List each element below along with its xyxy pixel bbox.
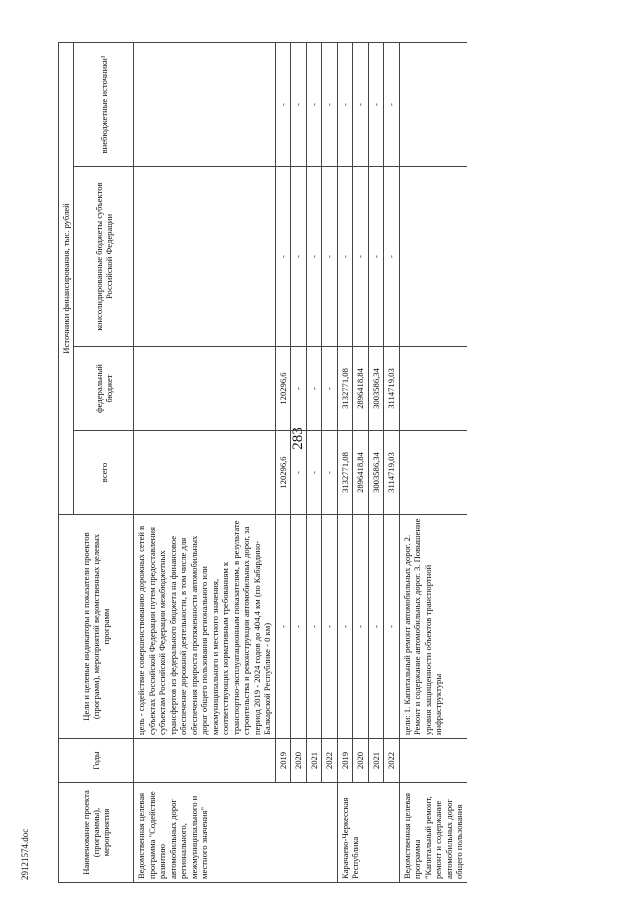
total-cell: 2896418,84 [353, 431, 368, 515]
year-cell: 2021 [368, 739, 383, 783]
table-row [384, 42, 399, 882]
indicator-cell: - [384, 515, 399, 739]
federal-cell: 3003586,34 [368, 347, 383, 431]
year-cell: 2022 [384, 739, 399, 783]
year-cell: 2020 [291, 739, 306, 783]
header-years: Годы [59, 739, 134, 783]
regional-cell: - [368, 167, 383, 347]
federal-cell: 3132771,08 [337, 347, 352, 431]
rotated-page [58, 43, 628, 883]
program-name: Ведомственная целевая программа "Капитальный ремонт, ремонт и содержание автомобильных дорог общего пользования [399, 783, 466, 883]
header-total: всего [74, 431, 134, 515]
header-federal: федеральный бюджет [74, 347, 134, 431]
year-cell: 2019 [337, 739, 352, 783]
header-sources: Источники финансирования, тыс. рублей [59, 42, 74, 514]
table-row [291, 42, 306, 882]
regional-cell: - [353, 167, 368, 347]
federal-cell: - [291, 347, 306, 431]
total-cell: 3003586,34 [368, 431, 383, 515]
total-cell: - [306, 431, 321, 515]
page-number: 283 [289, 427, 306, 450]
table-row [368, 42, 383, 882]
regional-cell: - [291, 167, 306, 347]
indicator-cell: - [291, 515, 306, 739]
year-cell: 2020 [353, 739, 368, 783]
federal-cell: 3114719,03 [384, 347, 399, 431]
offbudget-cell: - [322, 42, 337, 166]
program-name: Ведомственная целевая программа "Содействие развитию автомобильных дорог регионального, межмуниципального и местного значения" [134, 783, 337, 883]
indicator-cell: - [322, 515, 337, 739]
program-goal: цель - содействие совершенствованию дорожных сетей в субъектах Российской Федерации путем предоставления субъектам Российской Федерации межбюджетных трансфертов из федерального бюджета на финансовое обеспечение дорожной деятельности, в том числе для обеспечения прироста протяженности автомобильных дорог общего пользования регионального или межмуниципального и местного значения, соответствующих нормативным требованиям к транспортно-эксплуатационным показателям, в результате строительства и реконструкции автомобильных дорог, за период 2019 - 2024 годов до 404,4 км (по Кабардино-Балкарской Республике - 0 км) [134, 515, 275, 739]
total-cell: - [322, 431, 337, 515]
indicator-cell: - [353, 515, 368, 739]
total-cell: 120296,6 [275, 431, 290, 515]
table-row [322, 42, 337, 882]
table-row [353, 42, 368, 882]
year-cell: 2019 [275, 739, 290, 783]
offbudget-cell: - [306, 42, 321, 166]
indicator-cell: - [275, 515, 290, 739]
year-cell: 2021 [306, 739, 321, 783]
indicator-cell: - [368, 515, 383, 739]
offbudget-cell: - [291, 42, 306, 166]
table-row [275, 42, 290, 882]
offbudget-cell: - [275, 42, 290, 166]
year-cell: 2022 [322, 739, 337, 783]
federal-cell: - [306, 347, 321, 431]
program-goal: цели: 1. Капитальный ремонт автомобильных дорог. 2. Ремонт и содержание автомобильных дорог. 3. Повышение уровня защищенности объектов транспортной инфраструктуры [399, 515, 466, 739]
regional-cell: - [275, 167, 290, 347]
header-name: Наименование проекта (программы), мероприятия [59, 783, 134, 883]
table-row [306, 42, 321, 882]
offbudget-cell: - [368, 42, 383, 166]
regional-cell: - [322, 167, 337, 347]
federal-cell: - [322, 347, 337, 431]
footer-filename: 29121574.doc [20, 828, 30, 880]
region-name: Карачаево-Черкесская Республика [337, 783, 399, 883]
header-regional: консолидированные бюджеты субъектов Российской Федерации [74, 167, 134, 347]
table-row [337, 42, 352, 882]
regional-cell: - [384, 167, 399, 347]
offbudget-cell: - [353, 42, 368, 166]
indicator-cell: - [337, 515, 352, 739]
regional-cell: - [337, 167, 352, 347]
header-offbudget: внебюджетные источники¹ [74, 42, 134, 166]
offbudget-cell: - [384, 42, 399, 166]
indicator-cell: - [306, 515, 321, 739]
total-cell: 3132771,08 [337, 431, 352, 515]
regional-cell: - [306, 167, 321, 347]
federal-cell: 2896418,84 [353, 347, 368, 431]
header-goals: Цели и целевые индикаторы и показатели проектов (программ), мероприятий ведомственных целевых программ [59, 515, 134, 739]
total-cell: - [291, 431, 306, 515]
total-cell: 3114719,03 [384, 431, 399, 515]
federal-cell: 120296,6 [275, 347, 290, 431]
financing-table [58, 42, 467, 883]
offbudget-cell: - [337, 42, 352, 166]
